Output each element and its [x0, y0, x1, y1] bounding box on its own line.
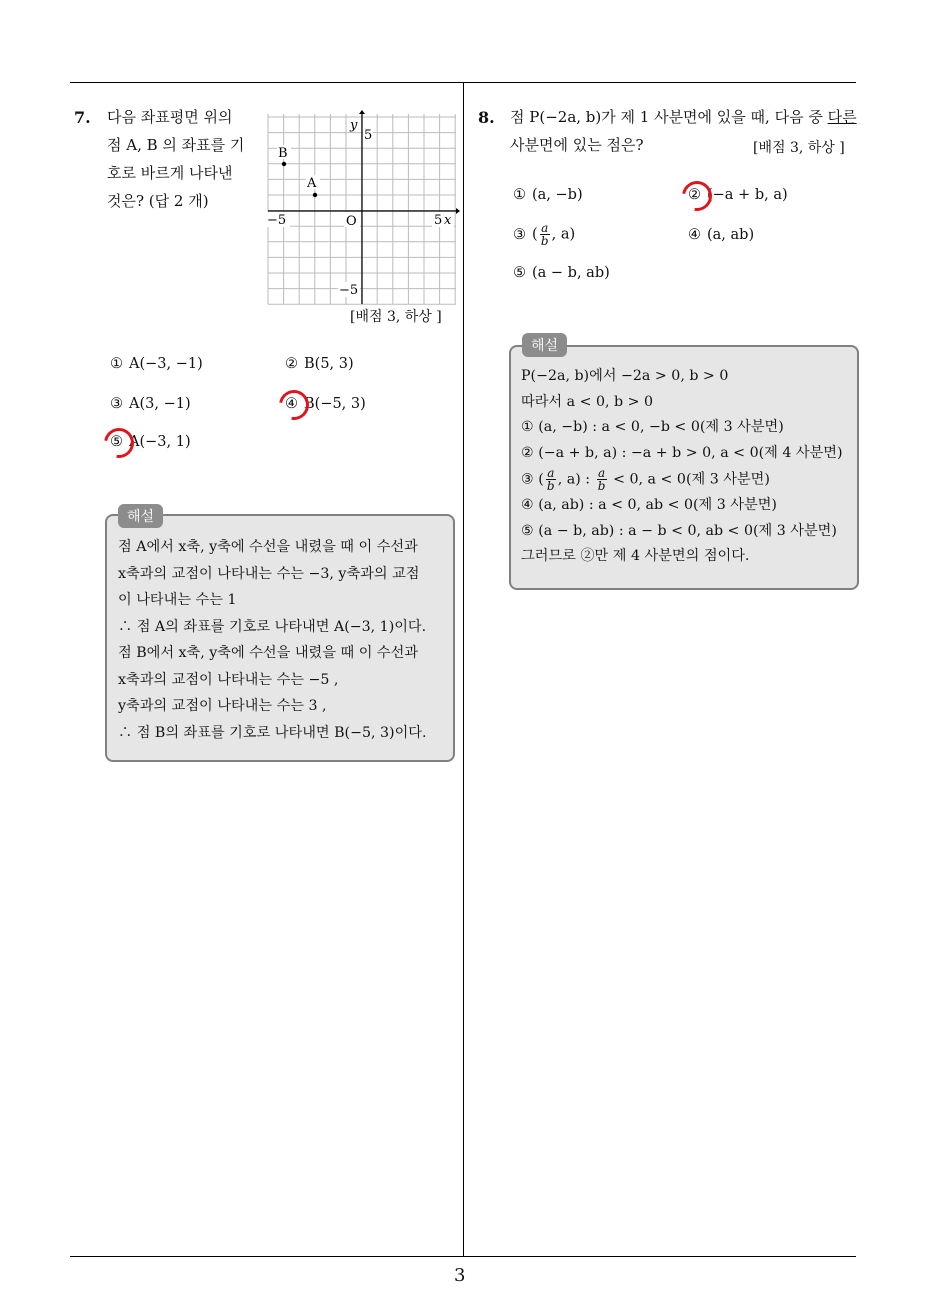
option-text: ( — [532, 226, 538, 243]
question-8-score: [배점 3, 하상 ] — [753, 140, 845, 156]
question-7-number: 7. — [74, 108, 91, 127]
question-7-line: 점 A, B 의 좌표를 기 — [107, 136, 245, 154]
question-7-line: 다음 좌표평면 위의 — [107, 108, 233, 126]
explanation-line: 이 나타내는 수는 1 — [118, 592, 237, 608]
explanation-line: ④ (a, ab) : a < 0, ab < 0(제 3 사분면) — [521, 497, 777, 513]
question-8-line: 점 P(−2a, b)가 제 1 사분면에 있을 때, 다음 중 — [510, 108, 828, 126]
point-b-label: B — [278, 146, 288, 161]
bottom-rule — [70, 1256, 856, 1257]
answer-circle-mark — [676, 175, 718, 217]
option-text: A(−3, −1) — [129, 356, 203, 372]
fraction-numerator: a — [541, 221, 549, 235]
question-7-line: 것은? (답 2 개) — [107, 192, 209, 210]
fraction — [597, 467, 607, 492]
x-tick-5: 5 — [434, 213, 443, 228]
explanation-text: ③ ( — [521, 471, 544, 488]
answer-circle-mark — [273, 384, 315, 426]
y-tick-neg5: −5 — [339, 283, 359, 298]
x-tick-neg5: −5 — [267, 213, 287, 228]
fraction-denominator: b — [546, 479, 555, 493]
x-axis-arrow — [456, 208, 460, 214]
question-7-text — [107, 103, 257, 215]
option-number: ⑤ — [513, 265, 526, 281]
answer-circle-mark — [98, 422, 140, 464]
explanation-line: ② (−a + b, a) : −a + b > 0, a < 0(제 4 사분면) — [521, 444, 843, 461]
question-7-score: [배점 3, 하상 ] — [350, 309, 442, 325]
q7-option-1[interactable] — [110, 356, 203, 372]
option-text: A(3, −1) — [129, 396, 191, 412]
option-number: ⑤ — [110, 434, 123, 450]
explanation-text: , a) : — [557, 471, 595, 488]
option-number: ① — [110, 356, 123, 372]
q8-explanation-tag: 해설 — [522, 333, 567, 357]
y-axis-label: y — [350, 118, 358, 133]
explanation-line: 점 A에서 x축, y축에 수선을 내렸을 때 이 수선과 — [118, 539, 418, 555]
q7-explanation-tag: 해설 — [118, 504, 163, 528]
q8-option-1[interactable] — [513, 187, 583, 203]
option-text: (−a + b, a) — [707, 187, 788, 203]
y-tick-5: 5 — [364, 128, 373, 143]
fraction-denominator: b — [597, 479, 606, 493]
explanation-line: y축과의 교점이 나타내는 수는 3 , — [118, 698, 327, 714]
question-8-line: 사분면에 있는 점은? — [510, 136, 644, 154]
option-text: A(−3, 1) — [129, 434, 191, 450]
explanation-line: x축과의 교점이 나타내는 수는 −3, y축과의 교점 — [118, 565, 420, 582]
option-number: ③ — [513, 226, 526, 243]
question-7-line: 호로 바르게 나타낸 — [107, 164, 233, 182]
option-number: ① — [513, 187, 526, 203]
explanation-line — [521, 467, 843, 492]
q7-explanation — [118, 534, 427, 746]
x-axis-label: x — [444, 213, 452, 228]
option-text: B(5, 3) — [304, 356, 354, 372]
fraction-numerator: a — [598, 466, 606, 480]
q7-option-3[interactable] — [110, 396, 191, 412]
q7-option-2[interactable] — [285, 356, 354, 372]
option-number: ② — [285, 356, 298, 372]
q8-option-4[interactable] — [688, 227, 754, 243]
question-8-emphasis: 다른 — [827, 108, 857, 126]
q8-explanation — [521, 364, 843, 570]
point-a — [313, 193, 317, 197]
explanation-text: < 0, a < 0(제 3 사분면) — [608, 471, 770, 488]
option-text: B(−5, 3) — [304, 396, 366, 412]
fraction — [546, 467, 556, 492]
question-8-number: 8. — [478, 108, 495, 127]
page-number: 3 — [454, 1265, 466, 1286]
explanation-line: ⑤ (a − b, ab) : a − b < 0, ab < 0(제 3 사분면) — [521, 522, 837, 539]
explanation-line: x축과의 교점이 나타내는 수는 −5 , — [118, 671, 339, 688]
option-number: ④ — [285, 396, 298, 412]
explanation-line: P(−2a, b)에서 −2a > 0, b > 0 — [521, 368, 729, 384]
option-number: ② — [688, 187, 701, 203]
explanation-line: 따라서 a < 0, b > 0 — [521, 393, 654, 410]
explanation-line: ∴ 점 B의 좌표를 기호로 나타내면 B(−5, 3)이다. — [118, 724, 427, 741]
fraction-numerator: a — [547, 466, 555, 480]
explanation-line: 그러므로 ②만 제 4 사분면의 점이다. — [521, 548, 750, 564]
point-b — [282, 162, 286, 166]
option-text: (a, −b) — [532, 187, 583, 203]
explanation-line: 점 B에서 x축, y축에 수선을 내렸을 때 이 수선과 — [118, 645, 419, 661]
point-a-label: A — [307, 176, 317, 191]
fraction — [540, 222, 550, 247]
coordinate-plane — [264, 110, 464, 310]
option-number: ④ — [688, 227, 701, 243]
option-text: , a) — [551, 226, 576, 243]
origin-label: O — [346, 214, 357, 229]
option-number: ③ — [110, 396, 123, 412]
q8-option-3[interactable] — [513, 222, 575, 247]
explanation-line: ① (a, −b) : a < 0, −b < 0(제 3 사분면) — [521, 419, 784, 435]
fraction-denominator: b — [540, 234, 549, 248]
explanation-line: ∴ 점 A의 좌표를 기호로 나타내면 A(−3, 1)이다. — [118, 618, 427, 635]
option-text: (a, ab) — [707, 227, 755, 243]
q8-option-5[interactable] — [513, 265, 610, 281]
option-text: (a − b, ab) — [532, 265, 610, 281]
y-axis-arrow — [359, 110, 365, 114]
